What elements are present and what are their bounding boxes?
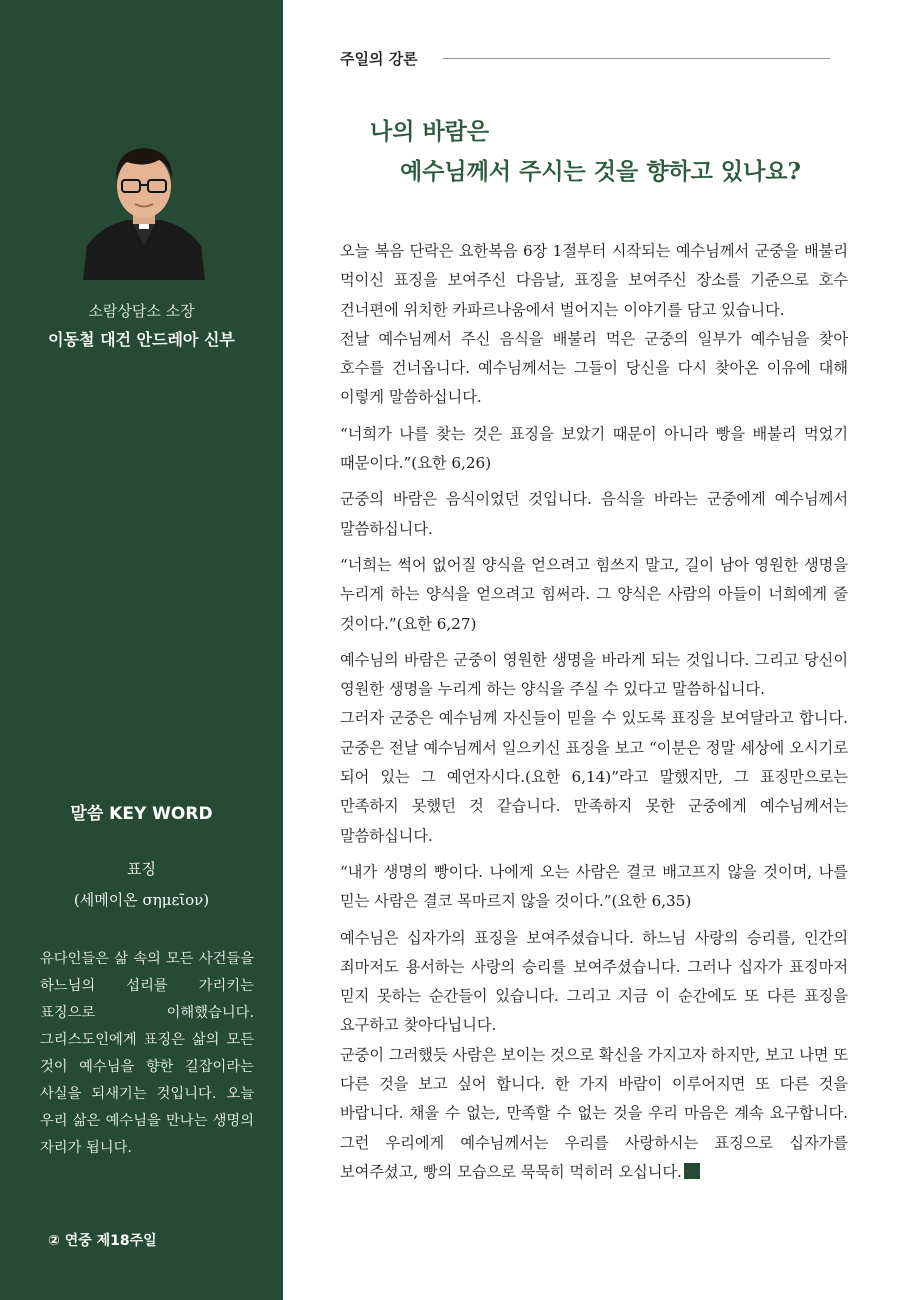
section-label: 주일의 강론 (340, 50, 418, 68)
keyword-greek: (세메이온 σημεῖον) (73, 891, 210, 909)
author-role: 소람상담소 소장 (88, 302, 195, 320)
priest-portrait-icon (83, 128, 205, 280)
paragraph: 오늘 복음 단락은 요한복음 6장 1절부터 시작되는 예수님께서 군중을 배불리 먹이신 표징을 보여주신 다음날, 표징을 보여주신 장소를 기준으로 호수 건너편에 위치한 카파르나움에서 벌어지는 이야기를 담고 있습니다. (340, 242, 848, 319)
author-name: 이동철 대건 안드레아 신부 (48, 330, 235, 349)
paragraph: 그러자 군중은 예수님께 자신들이 믿을 수 있도록 표징을 보여달라고 합니다. 군중은 전날 예수님께서 일으키신 표징을 보고 “이분은 정말 세상에 오시기로 되어 있는 그 예언자시다.(요한 6,14)”라고 말했지만, 그 표징만으로는 만족하지 못했던 것 같습니다. 만족하지 못한 군중에게 예수님께서는 말씀하십니다. (340, 709, 848, 845)
paragraph-last (340, 1041, 848, 1187)
author-photo (83, 128, 205, 280)
paragraph: 예수님은 십자가의 표징을 보여주셨습니다. 하느님 사랑의 승리를, 인간의 죄마저도 용서하는 사랑의 승리를 보여주셨습니다. 그러나 십자가 표징마저 믿지 못하는 순간들이 있습니다. 그리고 지금 이 순간에도 또 다른 표징을 요구하고 찾아다닙니다. (340, 928, 848, 1035)
title-line-2: 예수님께서 주시는 것을 향하고 있나요? (400, 158, 801, 185)
end-mark-icon (684, 1163, 700, 1179)
article-body (340, 237, 848, 1237)
page-label: ② 연중 제18주일 (48, 1233, 157, 1249)
quote-paragraph: “너희가 나를 찾는 것은 표징을 보았기 때문이 아니라 빵을 배불리 먹었기 때문이다.”(요한 6,26) (340, 424, 848, 473)
quote-paragraph: “너희는 썩어 없어질 양식을 얻으려고 힘쓰지 말고, 길이 남아 영원한 생명을 누리게 하는 양식을 얻으려고 힘써라. 그 양식은 사람의 아들이 너희에게 줄 것이다.”(요한 6,27) (340, 555, 848, 633)
article-title (370, 112, 870, 192)
paragraph: 전날 예수님께서 주신 음식을 배불리 먹은 군중의 일부가 예수님을 찾아 호수를 건너옵니다. 예수님께서는 그들이 당신을 다시 찾아온 이유에 대해 이렇게 말씀하십니다. (340, 329, 848, 407)
author-sidebar (0, 0, 283, 1300)
keyword-term: 표징 (127, 860, 156, 878)
keyword-heading: 말씀 KEY WORD (70, 804, 213, 824)
header-divider (443, 58, 830, 59)
paragraph: 군중의 바람은 음식이었던 것입니다. 음식을 바라는 군중에게 예수님께서 말씀하십니다. (340, 490, 848, 538)
title-line-1: 나의 바람은 (370, 118, 490, 145)
keyword-description: 유다인들은 삶 속의 모든 사건들을 하느님의 섭리를 가리키는 표징으로 이해했습니다. 그리스도인에게 표징은 삶의 모든 것이 예수님을 향한 길잡이라는 사실을 되새기는 것입니다. 오늘 우리 삶은 예수님을 만나는 생명의 자리가 됩니다. (40, 951, 254, 1156)
quote-paragraph: “내가 생명의 빵이다. 나에게 오는 사람은 결코 배고프지 않을 것이며, 나를 믿는 사람은 결코 목마르지 않을 것이다.”(요한 6,35) (340, 862, 848, 911)
paragraph: 예수님의 바람은 군중이 영원한 생명을 바라게 되는 것입니다. 그리고 당신이 영원한 생명을 누리게 하는 양식을 주실 수 있다고 말씀하십니다. (340, 650, 848, 699)
paragraph-text: 군중이 그러했듯 사람은 보이는 것으로 확신을 가지고자 하지만, 보고 나면 또 다른 것을 보고 싶어 합니다. 한 가지 바람이 이루어지면 또 다른 것을 바랍니다. 채울 수 없는, 만족할 수 없는 것을 우리 마음은 계속 요구합니다. 그런 우리에게 예수님께서는 우리를 사랑하시는 표징으로 십자가를 보여주셨고, 빵의 모습으로 묵묵히 먹히러 오십니다. (340, 1045, 848, 1181)
